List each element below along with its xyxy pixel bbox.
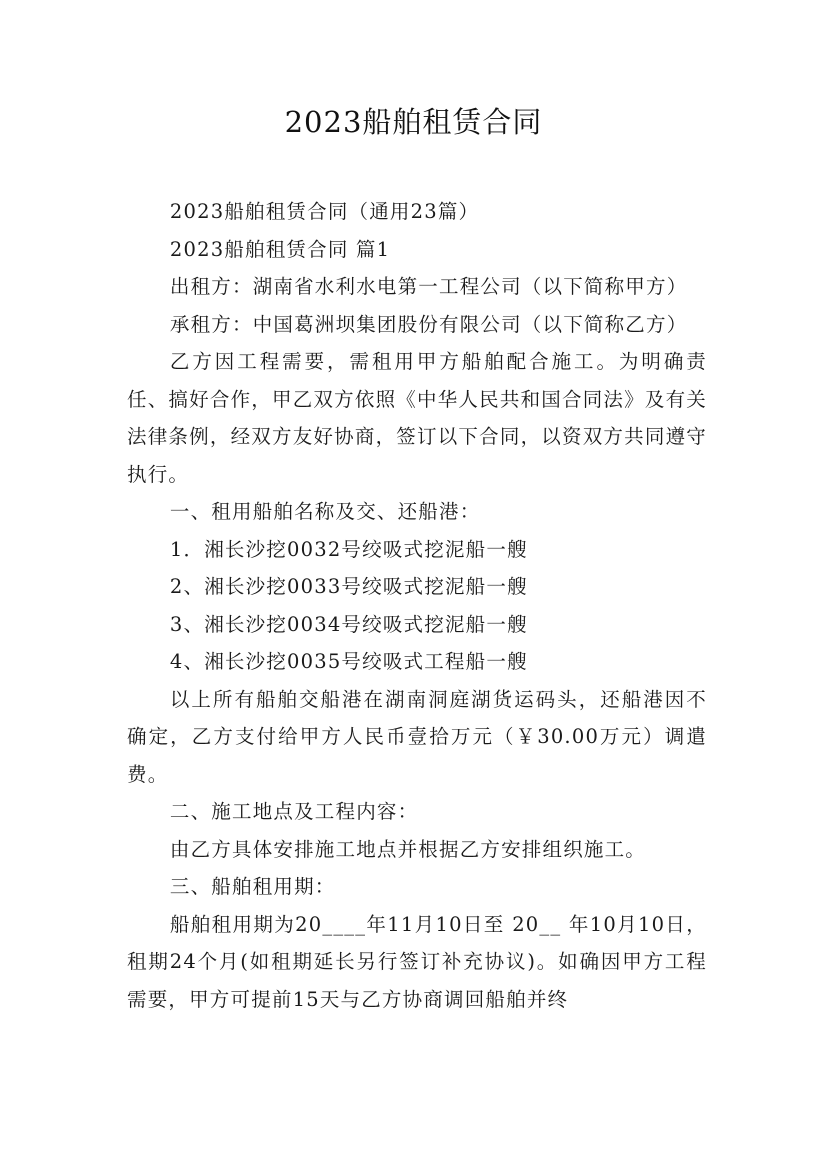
- document-body: [127, 193, 707, 1018]
- paragraph-lessee: 承租方：中国葛洲坝集团股份有限公司（以下简称乙方）: [169, 312, 688, 336]
- paragraph-term: 船舶租用期为20____年11月10日至 20__ 年10月10日，租期24个月(如租期延长另行签订补充协议)。如确因甲方工程需要，甲方可提前15天与乙方协商调回船舶并终: [127, 912, 707, 1011]
- list-item-vessel-1: 1．湘长沙挖0032号绞吸式挖泥船一艘: [169, 537, 528, 561]
- section-heading-vessels: 一、租用船舶名称及交、还船港：: [169, 500, 481, 523]
- paragraph-part-heading: 2023船舶租赁合同 篇1: [169, 237, 391, 261]
- paragraph-delivery-port: 以上所有船舶交船港在湖南洞庭湖货运码头，还船港因不确定，乙方支付给甲方人民币壹拾万元（￥30.00万元）调遣费。: [127, 687, 707, 786]
- section-heading-term: 三、船舶租用期：: [169, 875, 336, 898]
- document-title: 2023船舶租赁合同: [284, 105, 543, 139]
- list-item-vessel-3: 3、湘长沙挖0034号绞吸式挖泥船一艘: [169, 612, 528, 636]
- paragraph-subtitle: 2023船舶租赁合同（通用23篇）: [169, 200, 480, 223]
- list-item-vessel-2: 2、湘长沙挖0033号绞吸式挖泥船一艘: [169, 575, 528, 598]
- list-item-vessel-4: 4、湘长沙挖0035号绞吸式工程船一艘: [169, 650, 528, 673]
- section-heading-location: 二、施工地点及工程内容：: [169, 800, 419, 823]
- paragraph-location: 由乙方具体安排施工地点并根据乙方安排组织施工。: [169, 837, 646, 861]
- paragraph-lessor: 出租方：湖南省水利水电第一工程公司（以下简称甲方）: [169, 275, 688, 298]
- paragraph-preamble: 乙方因工程需要，需租用甲方船舶配合施工。为明确责任、搞好合作，甲乙双方依照《中华人民共和国合同法》及有关法律条例，经双方友好协商，签订以下合同，以资双方共同遵守执行。: [127, 350, 707, 486]
